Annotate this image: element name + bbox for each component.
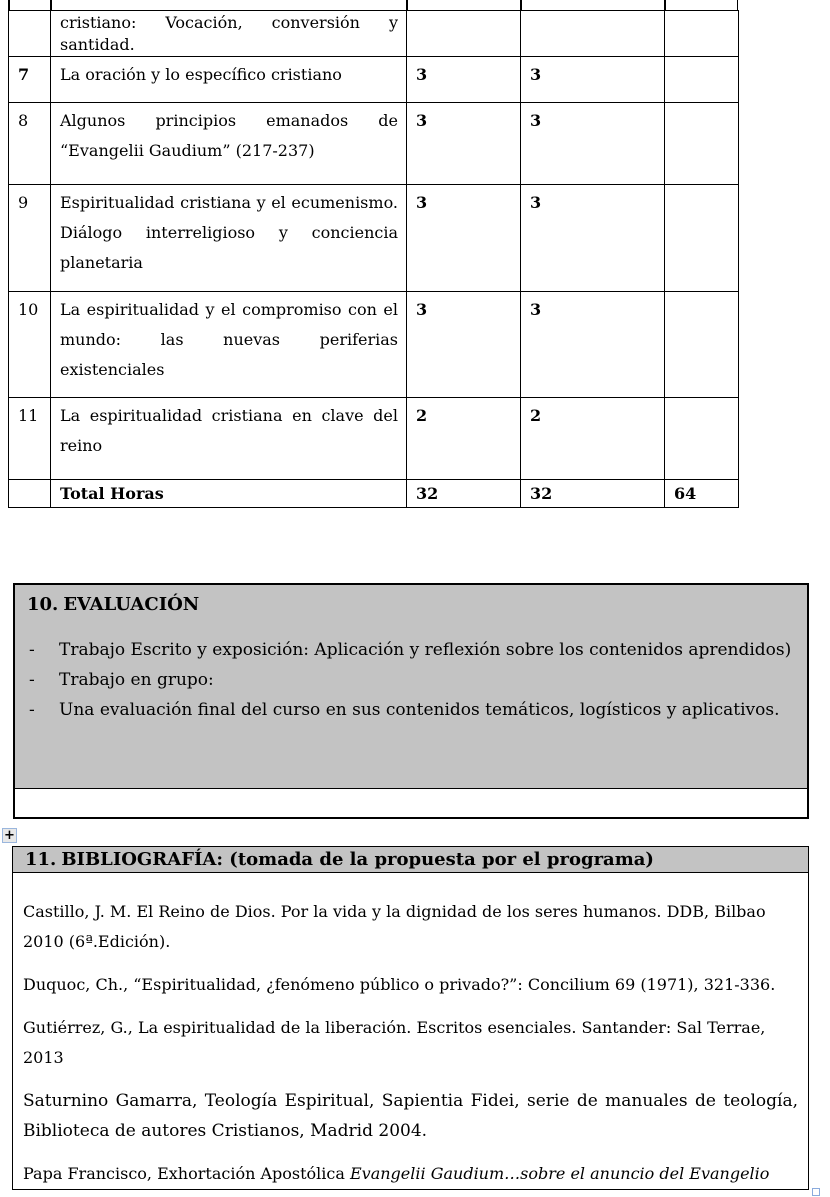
evaluation-shaded-area bbox=[15, 585, 807, 788]
section-title-text: BIBLIOGRAFÍA: (tomada de la propuesta por el programa) bbox=[61, 849, 654, 870]
total-hours-cell[interactable] bbox=[665, 398, 739, 480]
hours-sem1-cell[interactable]: 2 bbox=[407, 398, 521, 480]
hours-sem2-cell[interactable]: 2 bbox=[521, 398, 665, 480]
topic-cell[interactable]: La espiritualidad cristiana en clave del reino bbox=[51, 398, 407, 480]
bibliography-entry-italic-text: Evangelii Gaudium…sobre el anuncio del Evangelio bbox=[349, 1164, 770, 1183]
topic-cell[interactable]: cristiano: Vocación, conversión y santidad. bbox=[51, 11, 407, 57]
bibliography-body bbox=[13, 873, 808, 1189]
hours-sem2-cell[interactable]: 3 bbox=[521, 292, 665, 398]
row-number-cell[interactable] bbox=[9, 480, 51, 508]
bibliography-title[interactable] bbox=[13, 847, 808, 873]
evaluation-item-text: Trabajo Escrito y exposición: Aplicación y reflexión sobre los contenidos aprendidos) bbox=[59, 640, 792, 660]
evaluation-section bbox=[13, 583, 809, 819]
hours-sem2-cell[interactable]: 3 bbox=[521, 57, 665, 103]
row-number-cell[interactable]: 8 bbox=[9, 103, 51, 185]
hours-sem1-cell[interactable] bbox=[407, 11, 521, 57]
evaluation-item[interactable] bbox=[27, 665, 795, 695]
hours-sem2-total-cell[interactable]: 32 bbox=[521, 480, 665, 508]
topic-cell[interactable]: Algunos principios emanados de “Evangelii Gaudium” (217-237) bbox=[51, 103, 407, 185]
table-total-row bbox=[9, 480, 739, 508]
row-number-cell[interactable]: 10 bbox=[9, 292, 51, 398]
row-number-cell[interactable] bbox=[9, 11, 51, 57]
topic-cell[interactable]: Espiritualidad cristiana y el ecumenismo. Diálogo interreligioso y conciencia planetaria bbox=[51, 185, 407, 292]
topic-cell[interactable]: La oración y lo específico cristiano bbox=[51, 57, 407, 103]
total-hours-cell[interactable] bbox=[665, 185, 739, 292]
course-hours-table bbox=[8, 10, 739, 508]
hours-sem1-cell[interactable]: 3 bbox=[407, 57, 521, 103]
table-row bbox=[9, 11, 739, 57]
hours-sem2-cell[interactable] bbox=[521, 11, 665, 57]
table-row bbox=[9, 292, 739, 398]
bibliography-entry[interactable] bbox=[23, 1159, 798, 1189]
evaluation-empty-row[interactable] bbox=[15, 788, 807, 817]
hours-sem1-total-cell[interactable]: 32 bbox=[407, 480, 521, 508]
row-number-cell[interactable]: 11 bbox=[9, 398, 51, 480]
hours-sem2-cell[interactable]: 3 bbox=[521, 185, 665, 292]
evaluation-item[interactable] bbox=[27, 695, 795, 725]
hours-sem1-cell[interactable]: 3 bbox=[407, 185, 521, 292]
table-row bbox=[9, 57, 739, 103]
evaluation-title[interactable] bbox=[27, 592, 795, 618]
table-row bbox=[9, 185, 739, 292]
hours-sem2-cell[interactable]: 3 bbox=[521, 103, 665, 185]
hours-sem1-cell[interactable]: 3 bbox=[407, 103, 521, 185]
dash-bullet: - bbox=[29, 700, 35, 720]
dash-bullet: - bbox=[29, 640, 35, 660]
row-number-cell[interactable]: 7 bbox=[9, 57, 51, 103]
evaluation-list bbox=[27, 635, 795, 725]
total-hours-cell[interactable] bbox=[665, 11, 739, 57]
table-row bbox=[9, 103, 739, 185]
table-move-handle-icon[interactable]: + bbox=[2, 828, 17, 843]
table-row bbox=[9, 398, 739, 480]
bibliography-entry-plain-text: Papa Francisco, Exhortación Apostólica bbox=[23, 1164, 350, 1183]
dash-bullet: - bbox=[29, 670, 35, 690]
section-title-text: EVALUACIÓN bbox=[63, 594, 200, 615]
bibliography-section bbox=[12, 846, 809, 1190]
evaluation-item-text: Una evaluación final del curso en sus contenidos temáticos, logísticos y aplicativos. bbox=[59, 700, 780, 720]
table-resize-handle[interactable] bbox=[812, 1188, 820, 1196]
evaluation-item[interactable] bbox=[27, 635, 795, 665]
section-number: 10. bbox=[27, 594, 59, 615]
topic-cell[interactable]: La espiritualidad y el compromiso con el mundo: las nuevas periferias existenciales bbox=[51, 292, 407, 398]
hours-sem1-cell[interactable]: 3 bbox=[407, 292, 521, 398]
bibliography-entry[interactable]: Castillo, J. M. El Reino de Dios. Por la vida y la dignidad de los seres humanos. DDB, Bilbao 2010 (6ª.Edición). bbox=[23, 902, 766, 951]
total-hours-cell[interactable] bbox=[665, 103, 739, 185]
section-number: 11. bbox=[25, 849, 57, 870]
total-label-cell[interactable]: Total Horas bbox=[51, 480, 407, 508]
bibliography-entry[interactable]: Gutiérrez, G., La espiritualidad de la liberación. Escritos esenciales. Santander: Sal Terrae, 2013 bbox=[23, 1018, 766, 1067]
bibliography-entry[interactable]: Saturnino Gamarra, Teología Espiritual, Sapientia Fidei, serie de manuales de teología, Biblioteca de autores Cristianos, Madrid 2004. bbox=[23, 1091, 798, 1141]
total-hours-cell[interactable] bbox=[665, 57, 739, 103]
bibliography-entry[interactable]: Duquoc, Ch., “Espiritualidad, ¿fenómeno público o privado?”: Concilium 69 (1971), 321-336. bbox=[23, 975, 776, 994]
total-hours-cell[interactable] bbox=[665, 292, 739, 398]
row-number-cell[interactable]: 9 bbox=[9, 185, 51, 292]
evaluation-item-text: Trabajo en grupo: bbox=[59, 670, 214, 690]
grand-total-cell[interactable]: 64 bbox=[665, 480, 739, 508]
